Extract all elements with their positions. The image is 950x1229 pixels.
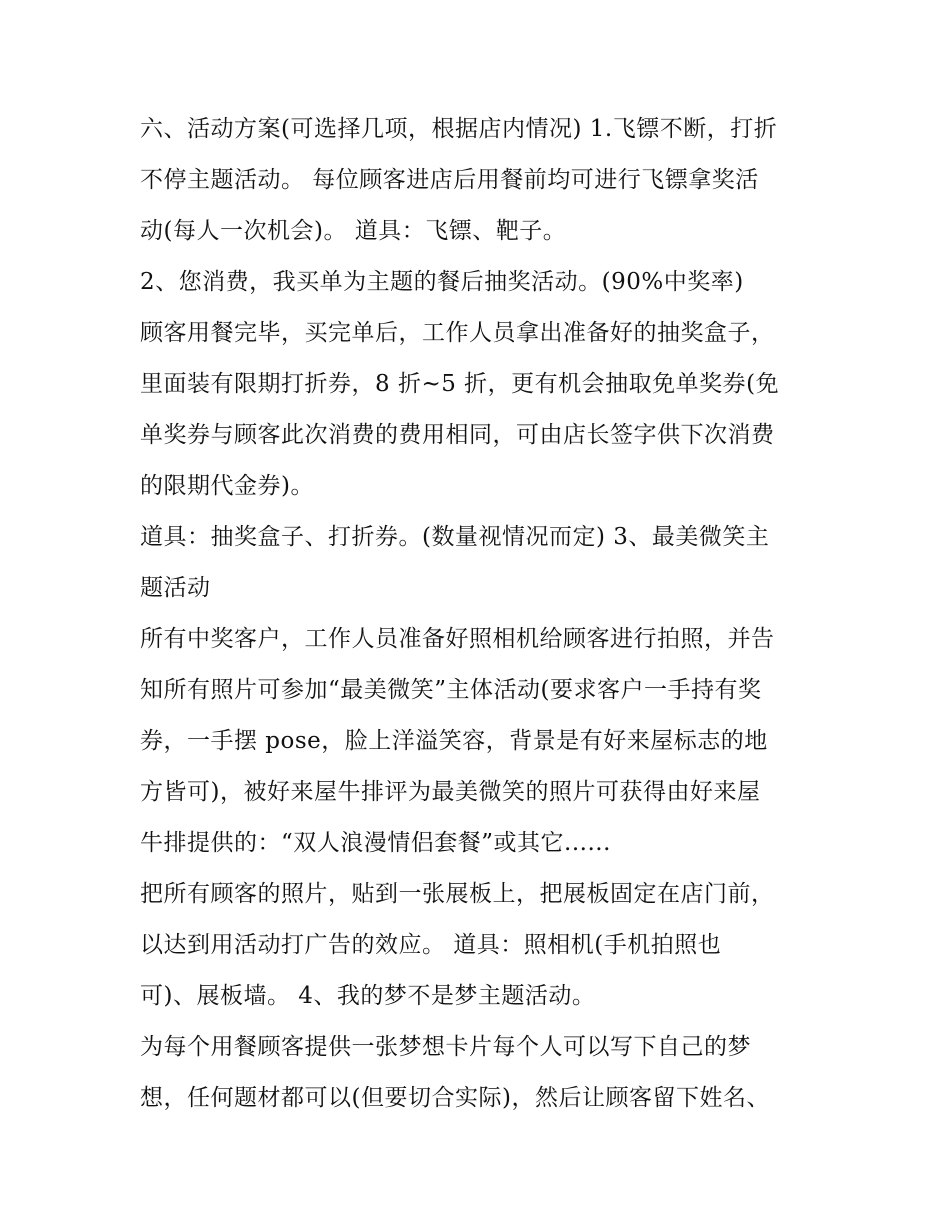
text-line: 所有中奖客户，工作人员准备好照相机给顾客进行拍照，并告	[140, 626, 775, 652]
text-line: 的限期代金券)。	[140, 473, 314, 499]
text-line: 可)、展板墙。 4、我的梦不是梦主题活动。	[140, 983, 596, 1009]
text-line: 把所有顾客的照片，贴到一张展板上，把展板固定在店门前，	[140, 881, 775, 907]
text-line: 想，任何题材都可以(但要切合实际)，然后让顾客留下姓名、	[140, 1085, 770, 1111]
text-line: 动(每人一次机会)。 道具：飞镖、靶子。	[140, 218, 567, 244]
text-line: 知所有照片可参加“最美微笑”主体活动(要求客户一手持有奖	[140, 677, 762, 703]
text-line: 单奖券与顾客此次消费的费用相同，可由店长签字供下次消费	[140, 422, 775, 448]
text-line: 六、活动方案(可选择几项，根据店内情况) 1.飞镖不断，打折	[140, 116, 778, 142]
document-body	[140, 108, 840, 1128]
text-line: 题活动	[140, 575, 211, 601]
text-line: 以达到用活动打广告的效应。 道具：照相机(手机拍照也	[140, 932, 722, 958]
text-line: 不停主题活动。 每位顾客进店后用餐前均可进行飞镖拿奖活	[140, 167, 759, 193]
text-line: 方皆可)，被好来屋牛排评为最美微笑的照片可获得由好来屋	[140, 779, 761, 805]
text-line: 道具：抽奖盒子、打折券。(数量视情况而定) 3、最美微笑主	[140, 524, 770, 550]
text-line: 牛排提供的：“双人浪漫情侣套餐”或其它......	[140, 830, 611, 856]
text-line: 券，一手摆 pose，脸上洋溢笑容，背景是有好来屋标志的地	[140, 728, 768, 754]
text-line: 2、您消费，我买单为主题的餐后抽奖活动。(90%中奖率)	[140, 269, 744, 295]
text-line: 顾客用餐完毕，买完单后，工作人员拿出准备好的抽奖盒子，	[140, 320, 775, 346]
text-line: 里面装有限期打折券，8 折~5 折，更有机会抽取免单奖券(免	[140, 371, 780, 397]
text-line: 为每个用餐顾客提供一张梦想卡片每个人可以写下自己的梦	[140, 1034, 751, 1060]
